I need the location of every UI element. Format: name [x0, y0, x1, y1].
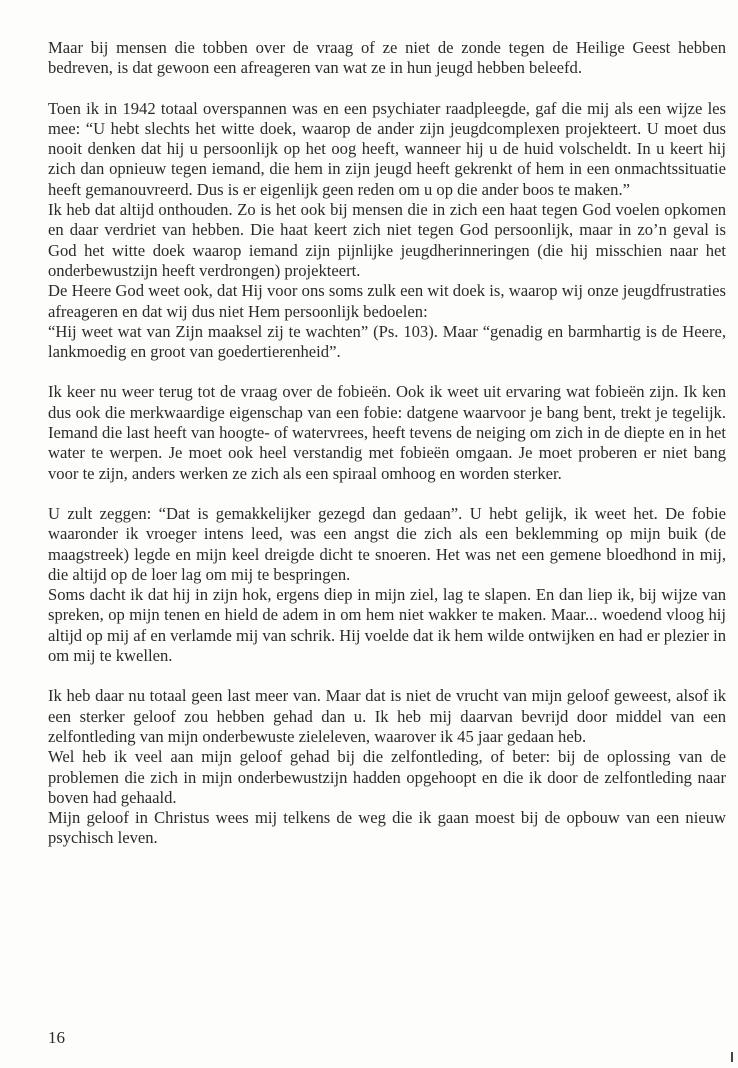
text-line: “Hij weet wat van Zijn maaksel zij te wachten” (Ps. 103). Maar “genadig en barmhartig is de Heere, lankmoedig en groot van goedertierenheid”. — [48, 321, 726, 362]
text-line: U zult zeggen: “Dat is gemakkelijker gezegd dan gedaan”. U hebt gelijk, ik weet het. De fobie waaronder ik vroeger intens leed, was een angst die zich als een beklemming op mijn buik (de maagstreek) legde en mijn keel dreigde dicht te snoeren. Het was net een gemene bloedhond in mij, die altijd op de loer lag om mij te bespringen. — [48, 503, 726, 584]
text-line: Ik heb dat altijd onthouden. Zo is het ook bij mensen die in zich een haat tegen God voelen opkomen en daar verdriet van hebben. Die haat keert zich niet tegen God persoonlijk, maar in zo’n geval is God het witte doek waarop iemand zijn pijnlijke jeugdherinneringen (die hij misschien naar het onderbewustzijn heeft verdrongen) projekteert. — [48, 200, 726, 280]
scan-edge-mark — [731, 1052, 733, 1062]
paragraph-3 — [48, 382, 726, 483]
text-line: Mijn geloof in Christus wees mij telkens de weg die ik gaan moest bij de opbouw van een nieuw psychisch leven. — [48, 808, 726, 848]
text-line: Maar bij mensen die tobben over de vraag of ze niet de zonde tegen de Heilige Geest hebben bedreven, is dat gewoon een afreageren van wat ze in hun jeugd hebben beleefd. — [48, 38, 726, 78]
paragraph-4 — [48, 504, 726, 666]
text-line: Ik keer nu weer terug tot de vraag over de fobieën. Ook ik weet uit ervaring wat fobieën zijn. Ik ken dus ook die merkwaardige eigenschap van een fobie: datgene waarvoor je bang bent, trekt je tegelijk. Iemand die last heeft van hoogte- of watervrees, heeft tevens de neiging om zich in de diepte en in het water te werpen. Je moet ook heel verstandig met fobieën omgaan. Je moet proberen er niet bang voor te zijn, anders werken ze zich als een spiraal omhoog en worden sterker. — [48, 382, 726, 483]
page-number: 16 — [48, 1028, 65, 1047]
text-line: Toen ik in 1942 totaal overspannen was en een psychiater raadpleegde, gaf die mij als een wijze les mee: “U hebt slechts het witte doek, waarop de ander zijn jeugdcomplexen projekteert. U moet dus nooit denken dat hij u persoonlijk op het oog heeft, wanneer hij u de huid volscheldt. In u keert hij zich dan opnieuw tegen iemand, die hem in zijn jeugd heeft gekrenkt of hem in een onmachtssituatie heeft gemanouvreerd. Dus is er eigenlijk geen reden om u op die ander boos te maken.” — [48, 98, 726, 199]
text-line: De Heere God weet ook, dat Hij voor ons soms zulk een wit doek is, waarop wij onze jeugdfrustraties afreageren en dat wij dus niet Hem persoonlijk bedoelen: — [48, 281, 726, 321]
paragraph-1 — [48, 38, 726, 79]
text-line: Soms dacht ik dat hij in zijn hok, ergens diep in mijn ziel, lag te slapen. En dan liep ik, bij wijze van spreken, op mijn tenen en hield de adem in om hem niet wakker te maken. Maar... woedend vloog hij altijd op mij af en verlamde mij van schrik. Hij voelde dat ik hem wilde ontwijken en had er plezier in om mij te kwellen. — [48, 585, 726, 666]
text-line: Ik heb daar nu totaal geen last meer van. Maar dat is niet de vrucht van mijn geloof geweest, alsof ik een sterker geloof zou hebben gehad dan u. Ik heb mij daarvan bevrijd door middel van een zelfontleding van mijn onderbewuste zieleleven, waarover ik 45 jaar gedaan heb. — [48, 686, 726, 746]
paragraph-2 — [48, 99, 726, 363]
paragraph-5 — [48, 686, 726, 848]
body-text — [48, 38, 726, 869]
text-line: Wel heb ik veel aan mijn geloof gehad bij die zelfontleding, of beter: bij de oplossing van de problemen die zich in mijn onderbewustzijn hadden opgehoopt en die ik door de zelfontleding naar boven had gehaald. — [48, 747, 726, 807]
